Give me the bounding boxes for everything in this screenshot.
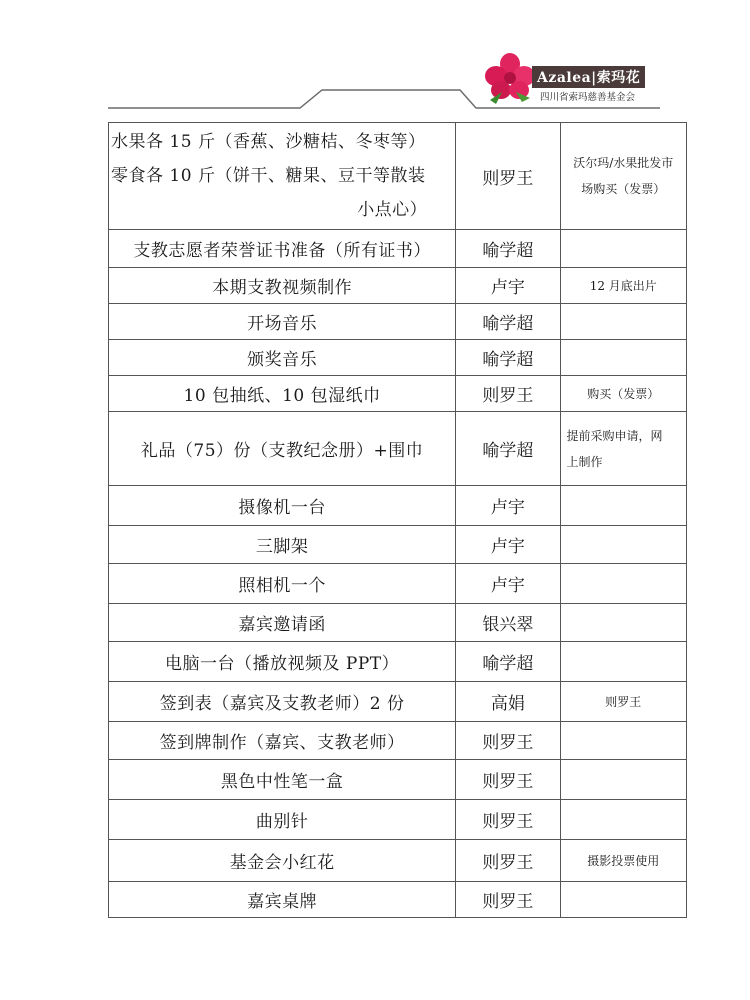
item-text: 小点心） <box>357 200 428 220</box>
note-text: 提前采购申请，网 <box>566 428 663 443</box>
item-cell: 三脚架 <box>109 526 456 564</box>
table-row <box>109 800 687 840</box>
note-text: 上制作 <box>566 454 603 469</box>
item-cell: 开场音乐 <box>109 304 456 340</box>
person-cell: 喻学超 <box>456 412 560 486</box>
table-row <box>109 840 687 882</box>
item-cell: 曲别针 <box>109 800 456 840</box>
table-row <box>109 882 687 918</box>
person-cell: 卢宇 <box>456 486 560 526</box>
item-text: 零食各 10 斤（饼干、糖果、豆干等散装 <box>111 166 426 186</box>
table-row <box>109 760 687 800</box>
item-cell: 本期支教视频制作 <box>109 268 456 304</box>
item-cell: 礼品（75）份（支教纪念册）+围巾 <box>109 412 456 486</box>
table-row <box>109 642 687 682</box>
logo-name: Azalea|索玛花 <box>532 66 645 88</box>
note-cell <box>560 564 686 604</box>
item-cell <box>109 123 456 230</box>
table-row <box>109 564 687 604</box>
item-cell: 摄像机一台 <box>109 486 456 526</box>
person-cell: 喻学超 <box>456 340 560 376</box>
table-row <box>109 123 687 230</box>
item-cell: 颁奖音乐 <box>109 340 456 376</box>
note-cell <box>560 526 686 564</box>
item-cell: 黑色中性笔一盒 <box>109 760 456 800</box>
person-cell: 高娟 <box>456 682 560 722</box>
note-text: 沃尔玛/水果批发市 <box>573 156 674 170</box>
person-cell: 卢宇 <box>456 564 560 604</box>
item-cell: 签到牌制作（嘉宾、支教老师） <box>109 722 456 760</box>
note-cell: 购买（发票） <box>560 376 686 412</box>
person-cell: 银兴翠 <box>456 604 560 642</box>
item-cell: 支教志愿者荣誉证书准备（所有证书） <box>109 230 456 268</box>
note-cell <box>560 123 686 230</box>
person-cell: 卢宇 <box>456 268 560 304</box>
note-cell: 12 月底出片 <box>560 268 686 304</box>
table-row <box>109 722 687 760</box>
person-cell: 喻学超 <box>456 304 560 340</box>
person-cell: 则罗王 <box>456 760 560 800</box>
person-cell: 则罗王 <box>456 800 560 840</box>
note-cell <box>560 800 686 840</box>
table-row <box>109 604 687 642</box>
item-cell: 签到表（嘉宾及支教老师）2 份 <box>109 682 456 722</box>
logo-subtitle: 四川省索玛慈善基金会 <box>540 92 636 103</box>
note-cell: 则罗王 <box>560 682 686 722</box>
table-row <box>109 486 687 526</box>
item-cell: 照相机一个 <box>109 564 456 604</box>
note-cell <box>560 230 686 268</box>
table-row <box>109 376 687 412</box>
note-cell <box>560 722 686 760</box>
table-row <box>109 340 687 376</box>
table-row <box>109 230 687 268</box>
note-cell <box>560 882 686 918</box>
person-cell: 则罗王 <box>456 882 560 918</box>
item-cell: 嘉宾邀请函 <box>109 604 456 642</box>
person-cell: 则罗王 <box>456 376 560 412</box>
person-cell: 则罗王 <box>456 840 560 882</box>
azalea-flower-icon <box>482 52 538 108</box>
foundation-logo <box>482 52 642 112</box>
table-row <box>109 268 687 304</box>
table-row <box>109 682 687 722</box>
person-cell: 则罗王 <box>456 722 560 760</box>
note-cell <box>560 642 686 682</box>
note-cell: 摄影投票使用 <box>560 840 686 882</box>
note-cell <box>560 486 686 526</box>
item-cell: 电脑一台（播放视频及 PPT） <box>109 642 456 682</box>
note-cell <box>560 304 686 340</box>
item-cell: 10 包抽纸、10 包湿纸巾 <box>109 376 456 412</box>
item-cell: 基金会小红花 <box>109 840 456 882</box>
person-cell: 喻学超 <box>456 642 560 682</box>
task-table <box>108 122 687 918</box>
note-cell <box>560 604 686 642</box>
note-cell <box>560 340 686 376</box>
table-row <box>109 412 687 486</box>
item-text: 水果各 15 斤（香蕉、沙糖桔、冬枣等） <box>111 132 426 152</box>
item-cell: 嘉宾桌牌 <box>109 882 456 918</box>
person-cell: 则罗王 <box>456 123 560 230</box>
person-cell: 喻学超 <box>456 230 560 268</box>
person-cell: 卢宇 <box>456 526 560 564</box>
note-cell <box>560 760 686 800</box>
note-text: 场购买（发票） <box>581 182 666 196</box>
note-cell <box>560 412 686 486</box>
table-row <box>109 304 687 340</box>
table-row <box>109 526 687 564</box>
